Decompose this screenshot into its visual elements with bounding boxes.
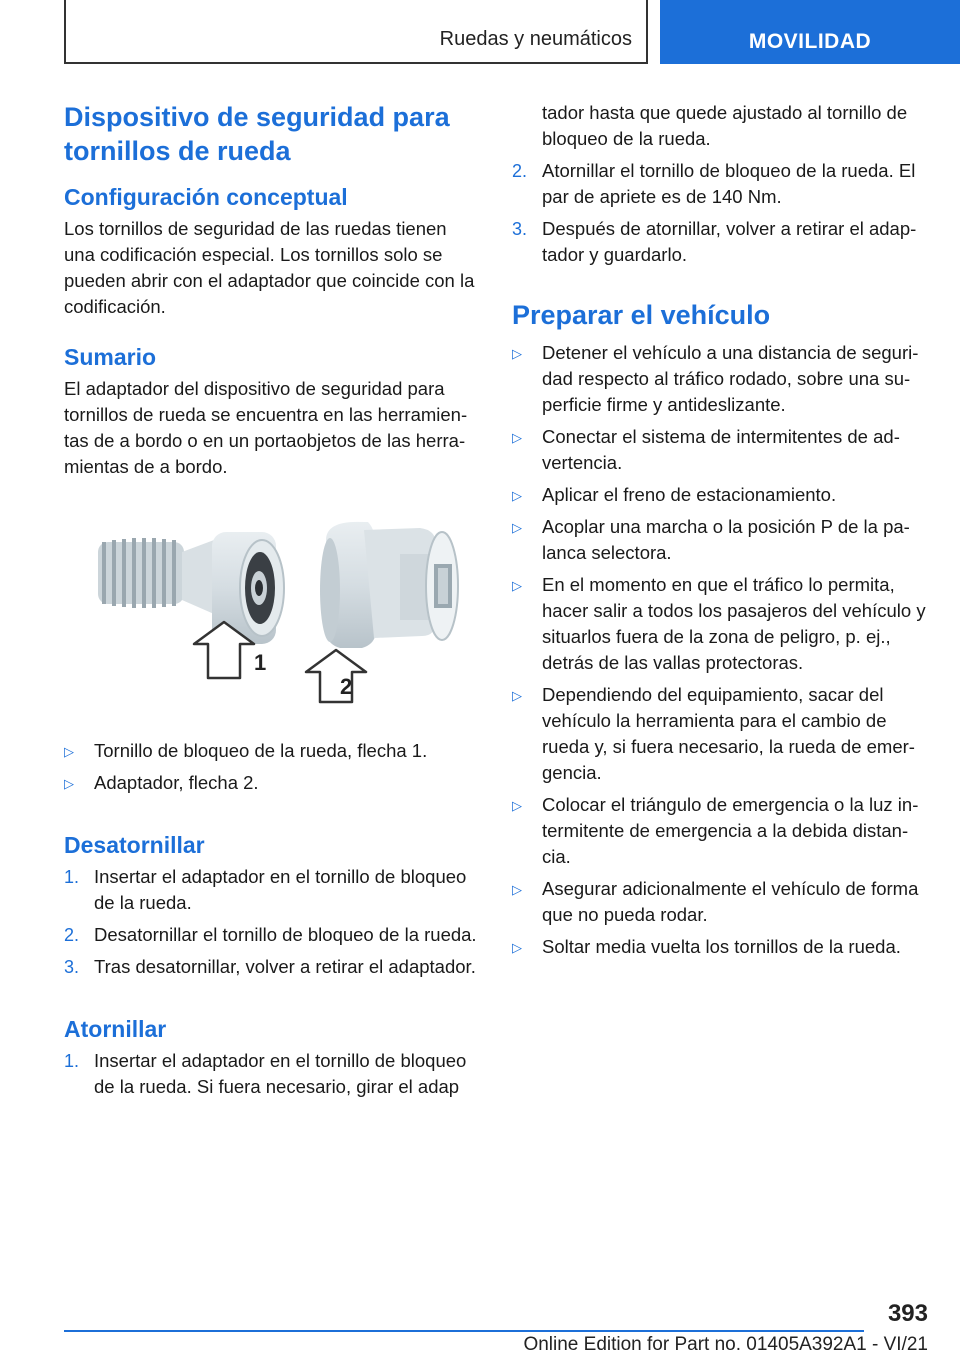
header-frame — [64, 0, 648, 64]
triangle-bullet-icon: ▷ — [512, 882, 522, 897]
heading-summary: Sumario — [64, 344, 157, 370]
list-item: 1. Insertar el adaptador en el tornillo de bloqueo de la rueda. Si fuera necesario, girar el adap — [64, 1050, 467, 1097]
triangle-bullet-icon: ▷ — [64, 776, 74, 791]
concept-text: Los tornillos de seguridad de las ruedas tienen una codificación especial. Los tornillos solo se pueden abrir con el adaptador que coincide con la codificación. — [64, 218, 475, 317]
triangle-bullet-icon: ▷ — [512, 346, 522, 361]
header-section-title: Ruedas y neumáticos — [439, 28, 632, 50]
list-item-continued: tador hasta que quede ajustado al tornillo de bloqueo de la rueda. — [542, 102, 908, 149]
heading-screw: Atornillar — [64, 1016, 167, 1042]
list-item: 3. Después de atornillar, volver a retirar el adaptador y guardarlo. — [512, 218, 917, 265]
figure-label-1: 1 — [254, 650, 267, 675]
right-column — [512, 100, 928, 960]
triangle-bullet-icon: ▷ — [512, 488, 522, 503]
triangle-bullet-icon: ▷ — [64, 744, 74, 759]
list-item: ▷ Asegurar adicionalmente el vehículo de forma que no pueda rodar. — [512, 878, 919, 925]
list-item: ▷ Dependiendo del equipamiento, sacar del vehículo la herramienta para el cambio de rueda y, si fuera necesario, la rueda de emergencia. — [512, 684, 915, 783]
page-title: Dispositivo de seguridad para tornillos de rueda — [64, 102, 450, 166]
list-item: ▷ Acoplar una marcha o la posición P de la palanca selectora. — [512, 516, 910, 563]
list-item: ▷ Conectar el sistema de intermitentes de advertencia. — [512, 426, 900, 473]
chapter-label: MOVILIDAD — [748, 30, 872, 53]
list-item: ▷ Aplicar el freno de estacionamiento. — [512, 482, 928, 508]
list-item: 2. Atornillar el tornillo de bloqueo de la rueda. El par de apriete es de 140 Nm. — [512, 160, 916, 207]
figure-lock-bolt-adapter — [64, 510, 478, 710]
heading-prepare-vehicle: Preparar el vehículo — [512, 300, 771, 330]
list-item: 3. Tras desatornillar, volver a retirar el adaptador. — [64, 956, 476, 977]
summary-text: El adaptador del dispositivo de seguridad para tornillos de rueda se encuentra en las herramientas de a bordo o en un portaobjetos de las herramientas de a bordo. — [64, 378, 468, 477]
footer-divider — [64, 1330, 864, 1332]
page-number: 393 — [887, 1300, 928, 1327]
heading-unscrew: Desatornillar — [64, 832, 205, 858]
footer-edition: Online Edition for Part no. 01405A392A1 - VI/21 — [523, 1334, 928, 1355]
figure-illustration — [64, 510, 478, 710]
left-column — [64, 100, 478, 1100]
figure-legend-list — [64, 738, 478, 796]
unscrew-steps — [64, 864, 478, 980]
adapter-shape — [320, 522, 458, 648]
lock-bolt-shape — [98, 532, 284, 644]
screw-steps — [64, 1048, 478, 1100]
triangle-bullet-icon: ▷ — [512, 940, 522, 955]
header-chapter-tab — [660, 0, 960, 64]
triangle-bullet-icon: ▷ — [512, 688, 522, 703]
prepare-list — [512, 340, 928, 960]
list-item: ▷ Adaptador, flecha 2. — [64, 770, 478, 796]
arrow-2-icon — [306, 650, 366, 702]
list-item: 1. Insertar el adaptador en el tornillo de bloqueo de la rueda. — [64, 866, 467, 913]
triangle-bullet-icon: ▷ — [512, 430, 522, 445]
triangle-bullet-icon: ▷ — [512, 520, 522, 535]
list-item: ▷ Colocar el triángulo de emergencia o la luz intermitente de emergencia a la debida distancia. — [512, 794, 919, 867]
figure-label-2: 2 — [340, 674, 353, 699]
heading-concept: Configuración conceptual — [64, 184, 348, 210]
list-item: ▷ Soltar media vuelta los tornillos de la rueda. — [512, 934, 928, 960]
list-item: ▷ Tornillo de bloqueo de la rueda, flecha 1. — [64, 738, 478, 764]
list-item: ▷ Detener el vehículo a una distancia de seguridad respecto al tráfico rodado, sobre una superficie firme y antideslizante. — [512, 342, 919, 415]
list-item: ▷ En el momento en que el tráfico lo permita, hacer salir a todos los pasajeros del vehículo y situarlos fuera de la zona de peligro, p. ej., detrás de las vallas protectoras. — [512, 574, 926, 673]
triangle-bullet-icon: ▷ — [512, 578, 522, 593]
list-item: 2. Desatornillar el tornillo de bloqueo de la rueda. — [64, 924, 477, 945]
triangle-bullet-icon: ▷ — [512, 798, 522, 813]
